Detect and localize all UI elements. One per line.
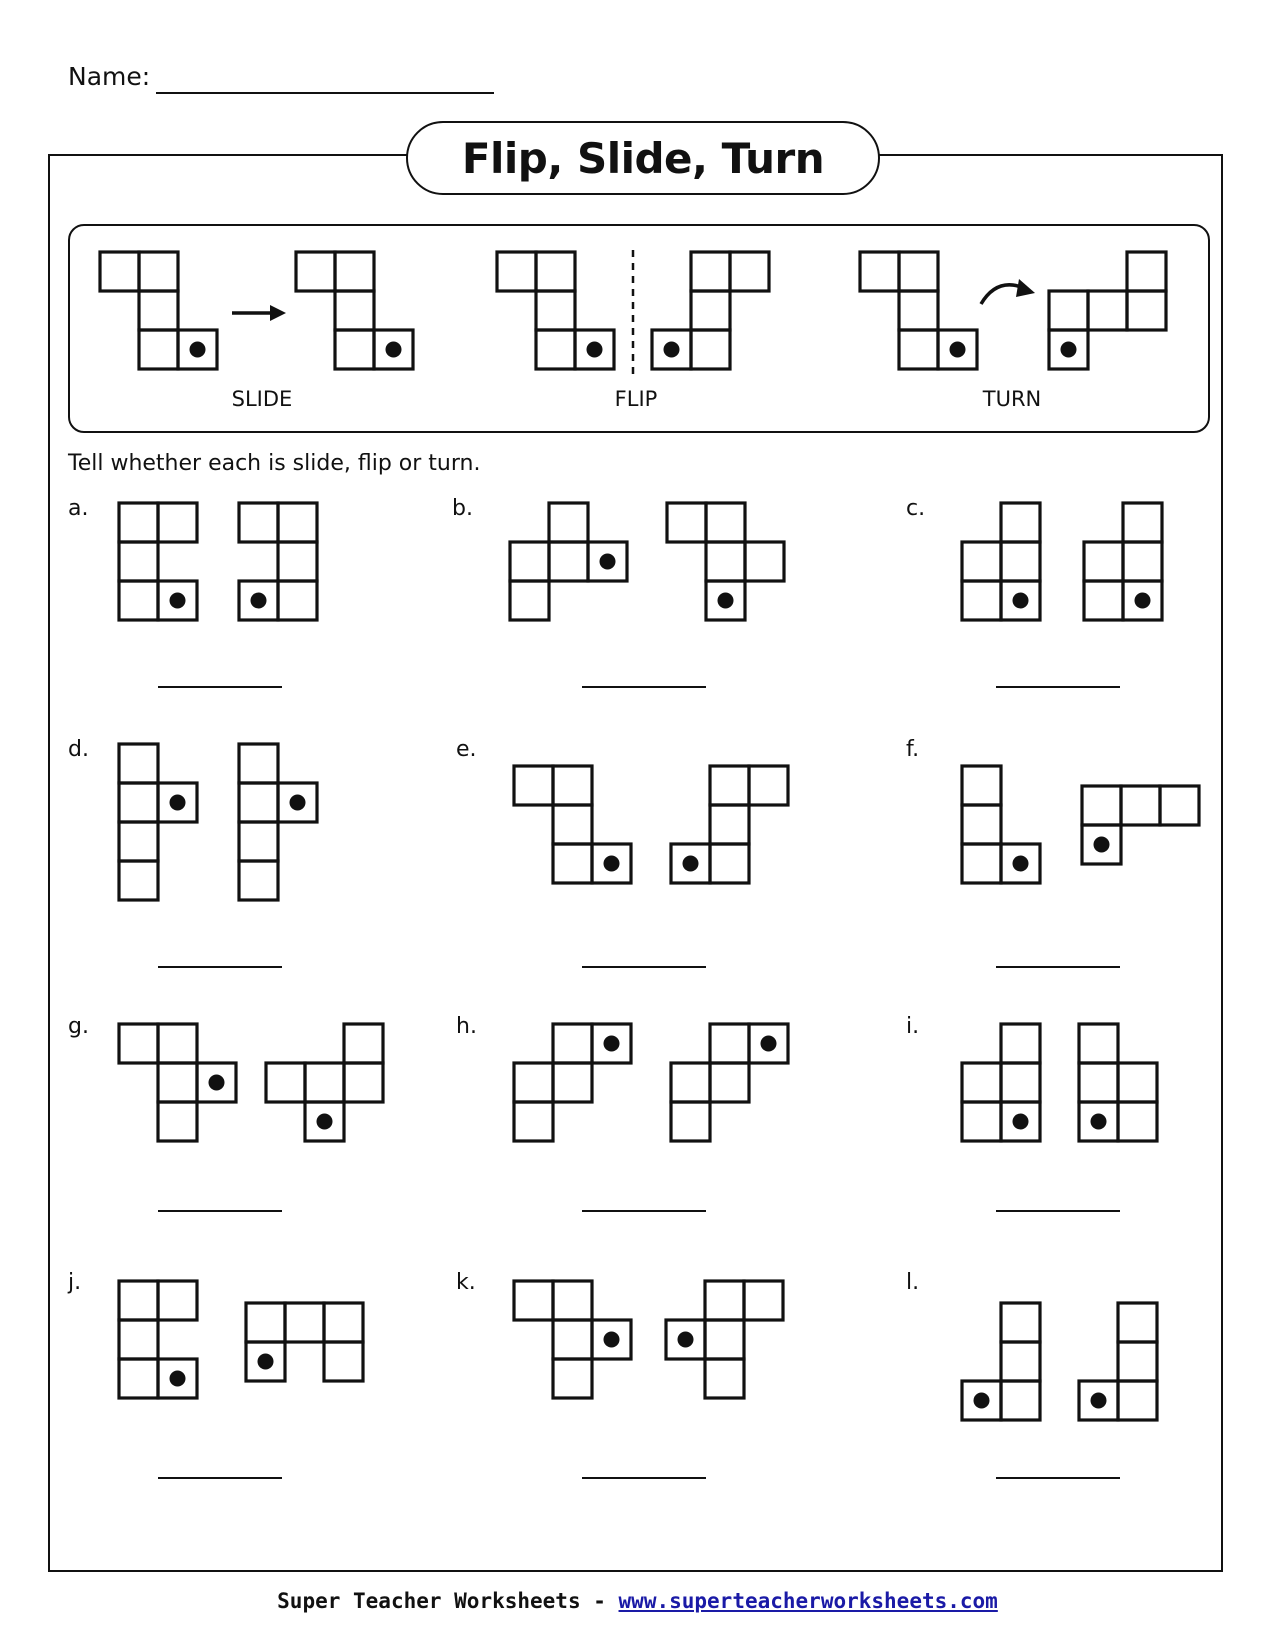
q-a-left-figure: [119, 503, 197, 620]
footer-link[interactable]: www.superteacherworksheets.com: [618, 1589, 998, 1613]
grid-square: [749, 766, 788, 805]
ex-flip-a-figure: [497, 252, 614, 369]
dot-marker-icon: [1094, 837, 1110, 853]
grid-square: [1160, 786, 1199, 825]
grid-square: [514, 1102, 553, 1141]
instructions: Tell whether each is slide, flip or turn.: [68, 451, 481, 476]
grid-square: [1118, 1381, 1157, 1420]
grid-square: [1001, 1063, 1040, 1102]
question-letter-i: i.: [906, 1014, 920, 1039]
dot-marker-icon: [1135, 593, 1151, 609]
grid-square: [514, 1281, 553, 1320]
grid-square: [335, 291, 374, 330]
grid-square: [691, 330, 730, 369]
question-letter-l: l.: [906, 1270, 920, 1295]
grid-square: [296, 252, 335, 291]
q-e-left-figure: [514, 766, 631, 883]
grid-square: [246, 1303, 285, 1342]
grid-square: [553, 1320, 592, 1359]
grid-square: [100, 252, 139, 291]
grid-square: [278, 503, 317, 542]
dot-marker-icon: [604, 856, 620, 872]
q-g-left-figure: [119, 1024, 236, 1141]
dot-marker-icon: [170, 1371, 186, 1387]
dot-marker-icon: [604, 1332, 620, 1348]
grid-square: [158, 503, 197, 542]
grid-square: [553, 1024, 592, 1063]
question-letter-k: k.: [456, 1270, 476, 1295]
q-j-left-figure: [119, 1281, 197, 1398]
grid-square: [239, 822, 278, 861]
grid-square: [239, 783, 278, 822]
grid-square: [510, 542, 549, 581]
dot-marker-icon: [587, 342, 603, 358]
grid-square: [710, 1063, 749, 1102]
grid-square: [710, 805, 749, 844]
grid-square: [335, 252, 374, 291]
q-l-right-figure: [1079, 1303, 1157, 1420]
grid-square: [1049, 291, 1088, 330]
grid-square: [899, 252, 938, 291]
grid-square: [962, 766, 1001, 805]
worksheet-title: Flip, Slide, Turn: [406, 121, 880, 195]
q-f-left-figure: [962, 766, 1040, 883]
question-letter-j: j.: [68, 1270, 82, 1295]
grid-square: [278, 581, 317, 620]
grid-square: [1082, 786, 1121, 825]
dot-marker-icon: [1091, 1114, 1107, 1130]
dot-marker-icon: [1091, 1393, 1107, 1409]
grid-square: [1001, 1342, 1040, 1381]
grid-square: [158, 1281, 197, 1320]
grid-square: [119, 783, 158, 822]
grid-square: [514, 1063, 553, 1102]
grid-square: [278, 542, 317, 581]
dot-marker-icon: [683, 856, 699, 872]
grid-square: [1118, 1342, 1157, 1381]
grid-square: [1084, 581, 1123, 620]
grid-square: [139, 330, 178, 369]
grid-square: [1084, 542, 1123, 581]
grid-square: [335, 330, 374, 369]
grid-square: [324, 1303, 363, 1342]
dot-marker-icon: [974, 1393, 990, 1409]
slide-arrowhead-icon: [270, 305, 286, 321]
grid-square: [549, 542, 588, 581]
grid-square: [962, 1063, 1001, 1102]
q-h-right-figure: [671, 1024, 788, 1141]
grid-square: [705, 1359, 744, 1398]
question-letter-f: f.: [906, 737, 920, 762]
grid-square: [706, 503, 745, 542]
grid-square: [549, 503, 588, 542]
question-letter-d: d.: [68, 737, 89, 762]
grid-square: [158, 1024, 197, 1063]
q-h-left-figure: [514, 1024, 631, 1141]
grid-square: [710, 1024, 749, 1063]
grid-square: [239, 861, 278, 900]
dot-marker-icon: [251, 593, 267, 609]
grid-square: [899, 330, 938, 369]
grid-square: [553, 805, 592, 844]
example-label-turn: TURN: [982, 387, 1042, 411]
grid-square: [691, 252, 730, 291]
grid-square: [730, 252, 769, 291]
grid-square: [1121, 786, 1160, 825]
dot-marker-icon: [604, 1036, 620, 1052]
grid-square: [1118, 1303, 1157, 1342]
grid-square: [553, 766, 592, 805]
dot-marker-icon: [170, 795, 186, 811]
question-letter-h: h.: [456, 1014, 477, 1039]
grid-square: [710, 766, 749, 805]
dot-marker-icon: [170, 593, 186, 609]
grid-square: [514, 766, 553, 805]
grid-square: [962, 542, 1001, 581]
q-i-right-figure: [1079, 1024, 1157, 1141]
turn-arrowhead-icon: [1016, 279, 1035, 297]
question-letter-a: a.: [68, 496, 89, 521]
q-c-right-figure: [1084, 503, 1162, 620]
question-letter-g: g.: [68, 1014, 89, 1039]
grid-square: [119, 1320, 158, 1359]
grid-square: [119, 1359, 158, 1398]
dot-marker-icon: [678, 1332, 694, 1348]
grid-square: [553, 844, 592, 883]
grid-square: [536, 330, 575, 369]
ex-turn-b-figure: [1049, 252, 1166, 369]
grid-square: [1001, 542, 1040, 581]
grid-square: [1001, 1381, 1040, 1420]
question-letter-c: c.: [906, 496, 926, 521]
grid-square: [305, 1063, 344, 1102]
grid-square: [119, 1024, 158, 1063]
grid-square: [899, 291, 938, 330]
q-a-right-figure: [239, 503, 317, 620]
grid-square: [744, 1281, 783, 1320]
grid-square: [1079, 1024, 1118, 1063]
grid-square: [553, 1359, 592, 1398]
q-k-left-figure: [514, 1281, 631, 1398]
grid-square: [536, 252, 575, 291]
grid-square: [962, 1102, 1001, 1141]
dot-marker-icon: [317, 1114, 333, 1130]
dot-marker-icon: [290, 795, 306, 811]
grid-square: [324, 1342, 363, 1381]
grid-square: [710, 844, 749, 883]
ex-flip-b-figure: [652, 252, 769, 369]
q-d-right-figure: [239, 744, 317, 900]
q-e-right-figure: [671, 766, 788, 883]
ex-turn-a-figure: [860, 252, 977, 369]
dot-marker-icon: [1013, 856, 1029, 872]
q-c-left-figure: [962, 503, 1040, 620]
ex-slide-b-figure: [296, 252, 413, 369]
grid-square: [1127, 291, 1166, 330]
dot-marker-icon: [190, 342, 206, 358]
grid-square: [1001, 503, 1040, 542]
q-i-left-figure: [962, 1024, 1040, 1141]
dot-marker-icon: [950, 342, 966, 358]
grid-square: [497, 252, 536, 291]
grid-square: [1079, 1063, 1118, 1102]
grid-square: [119, 581, 158, 620]
grid-square: [1127, 252, 1166, 291]
grid-square: [510, 581, 549, 620]
grid-square: [553, 1281, 592, 1320]
dot-marker-icon: [1061, 342, 1077, 358]
grid-square: [119, 744, 158, 783]
grid-square: [671, 1102, 710, 1141]
grid-square: [962, 581, 1001, 620]
grid-square: [119, 503, 158, 542]
q-b-left-figure: [510, 503, 627, 620]
grid-square: [667, 503, 706, 542]
question-letter-b: b.: [452, 496, 473, 521]
grid-square: [239, 503, 278, 542]
grid-square: [239, 744, 278, 783]
name-label: Name:: [68, 62, 151, 91]
q-k-right-figure: [666, 1281, 783, 1398]
grid-square: [706, 542, 745, 581]
dot-marker-icon: [386, 342, 402, 358]
footer-text: Super Teacher Worksheets -: [277, 1589, 619, 1613]
q-l-left-figure: [962, 1303, 1040, 1420]
grid-square: [266, 1063, 305, 1102]
grid-square: [119, 542, 158, 581]
q-d-left-figure: [119, 744, 197, 900]
q-g-right-figure: [266, 1024, 383, 1141]
dot-marker-icon: [600, 554, 616, 570]
grid-square: [1001, 1024, 1040, 1063]
grid-square: [119, 861, 158, 900]
grid-square: [119, 822, 158, 861]
grid-square: [691, 291, 730, 330]
dot-marker-icon: [718, 593, 734, 609]
ex-slide-a-figure: [100, 252, 217, 369]
grid-square: [536, 291, 575, 330]
q-f-right-figure: [1082, 786, 1199, 864]
grid-square: [344, 1024, 383, 1063]
grid-square: [1001, 1303, 1040, 1342]
example-label-slide: SLIDE: [231, 387, 293, 411]
grid-square: [705, 1320, 744, 1359]
dot-marker-icon: [209, 1075, 225, 1091]
grid-square: [158, 1063, 197, 1102]
q-j-right-figure: [246, 1303, 363, 1381]
dot-marker-icon: [761, 1036, 777, 1052]
grid-square: [705, 1281, 744, 1320]
dot-marker-icon: [664, 342, 680, 358]
grid-square: [962, 844, 1001, 883]
grid-square: [344, 1063, 383, 1102]
dot-marker-icon: [1013, 1114, 1029, 1130]
footer: [0, 1589, 1275, 1613]
grid-square: [860, 252, 899, 291]
grid-square: [1123, 542, 1162, 581]
grid-square: [671, 1063, 710, 1102]
grid-square: [139, 291, 178, 330]
grid-square: [1118, 1102, 1157, 1141]
question-letter-e: e.: [456, 737, 477, 762]
grid-square: [285, 1303, 324, 1342]
example-label-flip: FLIP: [614, 387, 658, 411]
grid-square: [1118, 1063, 1157, 1102]
grid-square: [1088, 291, 1127, 330]
grid-square: [139, 252, 178, 291]
dot-marker-icon: [258, 1354, 274, 1370]
q-b-right-figure: [667, 503, 784, 620]
grid-square: [745, 542, 784, 581]
grid-square: [962, 805, 1001, 844]
grid-square: [1123, 503, 1162, 542]
dot-marker-icon: [1013, 593, 1029, 609]
grid-square: [119, 1281, 158, 1320]
grid-square: [158, 1102, 197, 1141]
grid-square: [553, 1063, 592, 1102]
